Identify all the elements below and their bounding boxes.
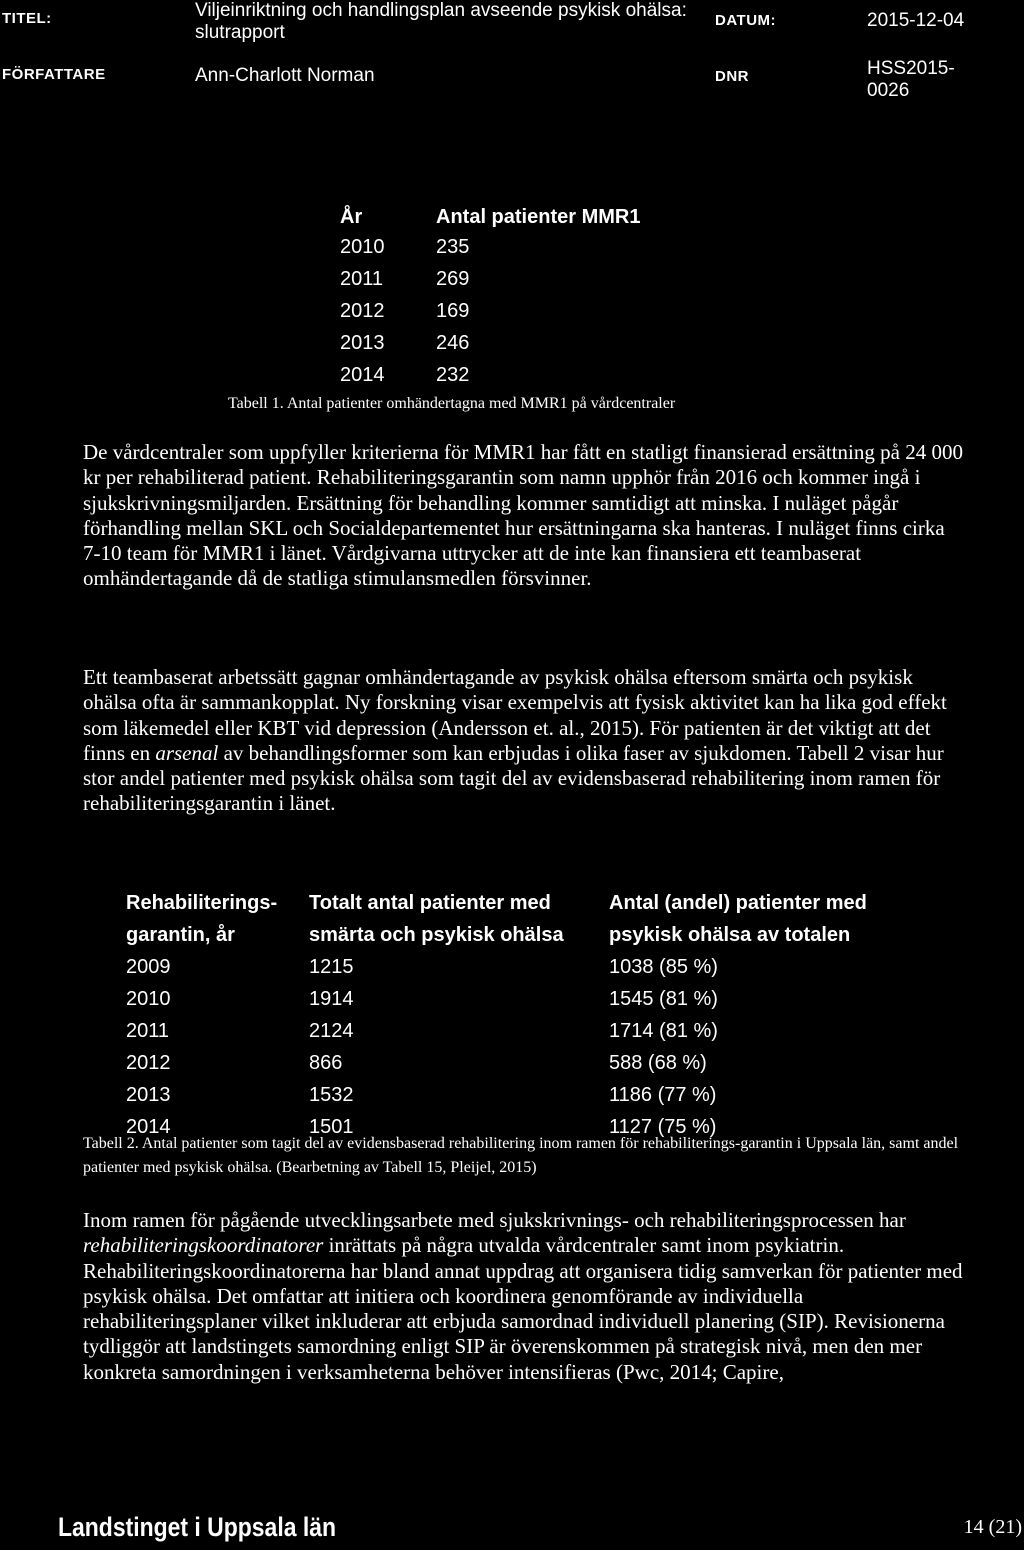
table-cell: 2012 xyxy=(126,1052,171,1074)
table-cell: 866 xyxy=(309,1052,343,1074)
table-header-cell: psykisk ohälsa av totalen xyxy=(609,924,851,946)
table-cell: 1714 (81 %) xyxy=(609,1020,718,1042)
table-header-cell: Totalt antal patienter med xyxy=(309,892,551,914)
table-cell: 1215 xyxy=(309,956,354,978)
table-header-cell: Rehabiliterings- xyxy=(126,892,278,914)
date-value: 2015-12-04 xyxy=(867,10,965,31)
table-header-cell: smärta och psykisk ohälsa xyxy=(309,924,564,946)
table-cell: 246 xyxy=(436,332,470,354)
table-cell: 1186 (77 %) xyxy=(609,1084,717,1106)
table-cell: 232 xyxy=(436,364,470,386)
dnr-label: DNR xyxy=(715,68,749,85)
paragraph-text: Ett teambaserat arbetssätt gagnar omhändertagande av psykisk ohälsa eftersom smärta och psykisk ohälsa ofta är sammankopplat. Ny forskning visar exempelvis att fysisk aktivitet kan ha lika god effekt som läkemedel eller KBT vid depression (Andersson et. al., 2015). För patienten är det viktigt att det finns en xyxy=(83,665,947,765)
title-label: TITEL: xyxy=(2,10,52,27)
table-cell: 2010 xyxy=(126,988,171,1010)
date-label: DATUM: xyxy=(715,12,777,29)
document-title: Viljeinriktning och handlingsplan avseende psykisk ohälsa: slutrapport xyxy=(195,0,687,43)
table-cell: 2011 xyxy=(126,1020,170,1042)
table-cell: 2014 xyxy=(340,364,385,386)
paragraph-text: inrättats på några utvalda vårdcentraler samt inom psykiatrin. Rehabiliteringskoordinatorerna har bland annat uppdrag att organisera tidig samverkan för patienter med psykisk ohälsa. Det omfattar att initiera och koordinera genomförande av individuella rehabiliteringsplaner vilket inkluderar att erbjuda samordnad individuell planering (SIP). Revisionerna tydliggör att landstingets samordning enligt SIP är överenskommen på strategisk nivå, men den mer konkreta samordningen i verksamheterna behöver intensifieras (Pwc, 2014; Capire, xyxy=(83,1233,963,1384)
table-cell: 169 xyxy=(436,300,470,322)
table-cell: 1545 (81 %) xyxy=(609,988,718,1010)
table-cell: 2011 xyxy=(340,268,384,290)
table-header-cell: Antal (andel) patienter med xyxy=(609,892,867,914)
table-cell: 2012 xyxy=(340,300,385,322)
table-cell: 2013 xyxy=(340,332,385,354)
table-header-cell: Antal patienter MMR1 xyxy=(436,206,641,228)
table-rehabiliteringsgaranti xyxy=(126,892,946,1138)
paragraph-text: av behandlingsformer som kan erbjudas i olika faser av sjukdomen. Tabell 2 visar hur stor andel patienter med psykisk ohälsa som tagit del av evidensbaserad rehabilitering inom ramen för rehabiliteringsgarantin i länet. xyxy=(83,740,944,816)
table-cell: 1914 xyxy=(309,988,354,1010)
body-paragraph: De vårdcentraler som uppfyller kriterierna för MMR1 har fått en statligt finansierad ersättning på 24 000 kr per rehabiliterad patient. Rehabiliteringsgarantin som namn upphör från 2016 och kommer ingå i sjukskrivningsmiljarden. Ersättning för behandling kommer samtidigt att minska. I nuläget pågår förhandling mellan SKL och Socialdepartementet hur ersättningarna ska hanteras. I nuläget finns cirka 7-10 team för MMR1 i länet. Vårdgivarna uttrycker att de inte kan finansiera ett teambaserat omhändertagande då de statliga stimulansmedlen försvinner. xyxy=(83,440,963,591)
page-number: 14 (21) xyxy=(963,1516,1022,1538)
table-cell: 1127 (75 %) xyxy=(609,1116,717,1138)
organization-name: Landstinget i Uppsala län xyxy=(58,1512,336,1542)
table-cell: 1038 (85 %) xyxy=(609,956,718,978)
emphasis-text: arsenal xyxy=(155,740,219,765)
paragraph-text: Inom ramen för pågående utvecklingsarbete med sjukskrivnings- och rehabiliteringsprocessen har xyxy=(83,1208,906,1232)
table-mmr1 xyxy=(340,206,740,386)
dnr-value: HSS2015-0026 xyxy=(867,58,955,101)
table-cell: 2013 xyxy=(126,1084,171,1106)
table-cell: 588 (68 %) xyxy=(609,1052,707,1074)
emphasis-text: rehabiliteringskoordinatorer xyxy=(83,1233,324,1258)
table-cell: 1501 xyxy=(309,1116,354,1138)
body-paragraph xyxy=(83,665,963,817)
table-header-cell: År xyxy=(340,206,363,228)
table-cell: 2014 xyxy=(126,1116,171,1138)
table-cell: 269 xyxy=(436,268,470,290)
table-header-cell: garantin, år xyxy=(126,924,235,946)
table-cell: 2009 xyxy=(126,956,171,978)
author-value: Ann-Charlott Norman xyxy=(195,65,375,86)
table-cell: 235 xyxy=(436,236,470,258)
table-cell: 2010 xyxy=(340,236,385,258)
table1-caption: Tabell 1. Antal patienter omhändertagna med MMR1 på vårdcentraler xyxy=(228,395,676,412)
table2-caption: Tabell 2. Antal patienter som tagit del av evidensbaserad rehabilitering inom ramen för rehabiliterings-garantin i Uppsala län, samt andel patienter med psykisk ohälsa. (Bearbetning av Tabell 15, Pleijel, 2015) xyxy=(83,1135,959,1176)
table-cell: 2124 xyxy=(309,1020,354,1042)
table-cell: 1532 xyxy=(309,1084,354,1106)
body-paragraph xyxy=(83,1208,963,1385)
author-label: FÖRFATTARE xyxy=(2,66,106,83)
